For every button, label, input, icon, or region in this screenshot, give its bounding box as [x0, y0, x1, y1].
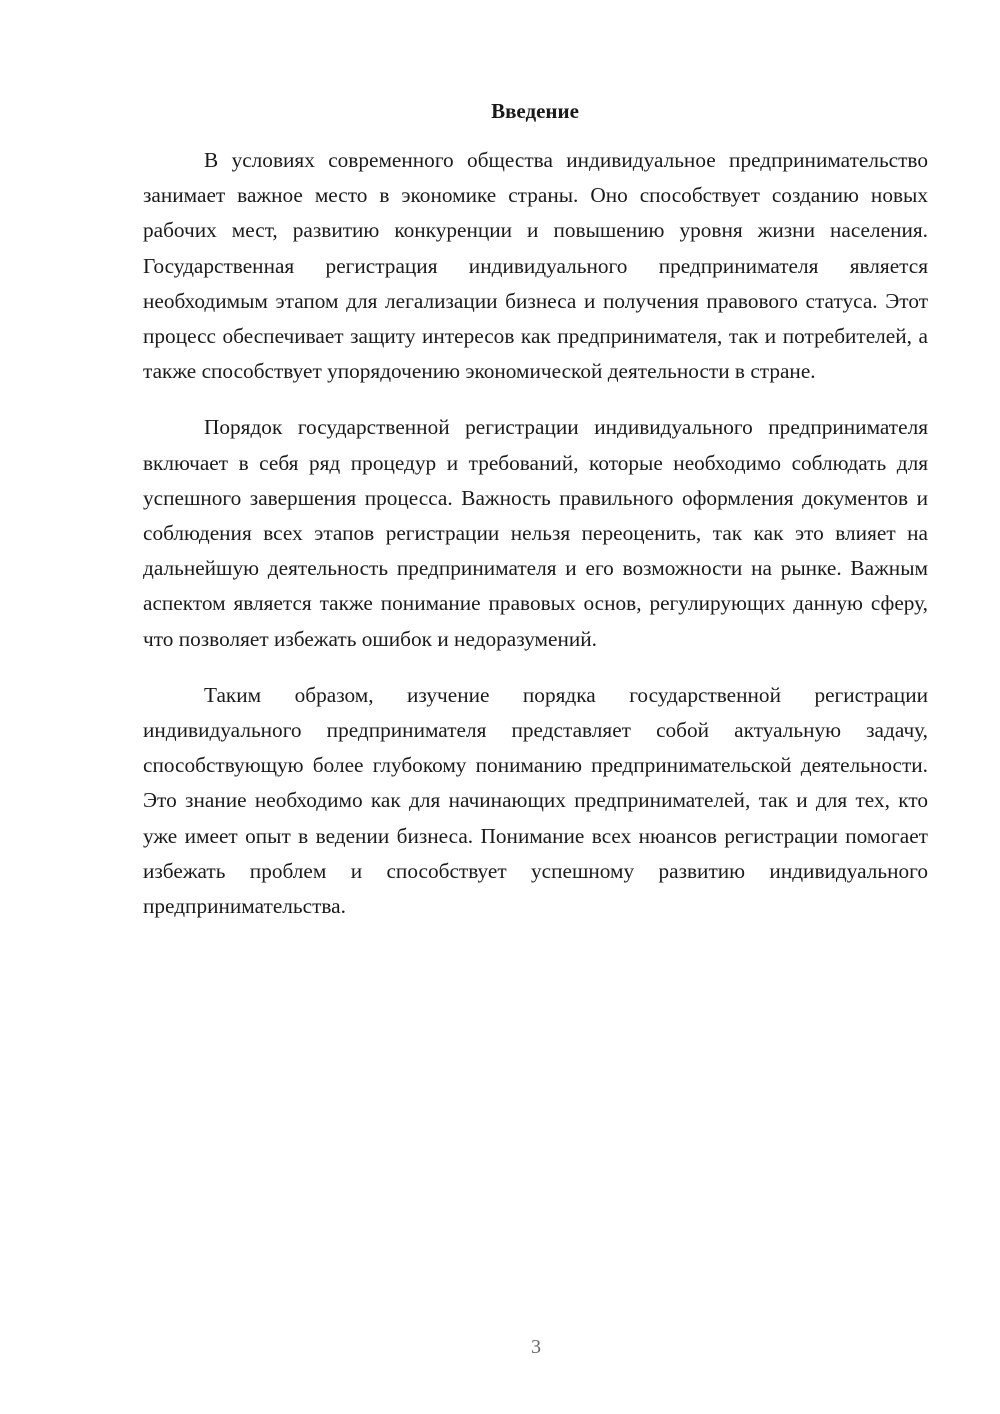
page-number: 3	[531, 1336, 541, 1358]
paragraph-2: Порядок государственной регистрации индивидуального предпринимателя включает в себя ряд процедур и требований, которые необходимо соблюдать для успешного завершения процесса. Важность правильного оформления документов и соблюдения всех этапов регистрации нельзя переоценить, так как это влияет на дальнейшую деятельность предпринимателя и его возможности на рынке. Важным аспектом является также понимание правовых основ, регулирующих данную сферу, что позволяет избежать ошибок и недоразумений.	[143, 415, 928, 651]
document-body	[143, 143, 928, 924]
paragraph-3: Таким образом, изучение порядка государственной регистрации индивидуального предпринимателя представляет собой актуальную задачу, способствующую более глубокому пониманию предпринимательской деятельности. Это знание необходимо как для начинающих предпринимателей, так и для тех, кто уже имеет опыт в ведении бизнеса. Понимание всех нюансов регистрации помогает избежать проблем и способствует успешному развитию индивидуального предпринимательства.	[143, 682, 928, 919]
paragraph-1: В условиях современного общества индивидуальное предпринимательство занимает важное место в экономике страны. Оно способствует созданию новых рабочих мест, развитию конкуренции и повышению уровня жизни населения. Государственная регистрация индивидуального предпринимателя является необходимым этапом для легализации бизнеса и получения правового статуса. Этот процесс обеспечивает защиту интересов как предпринимателя, так и потребителей, а также способствует упорядочению экономической деятельности в стране.	[143, 148, 928, 384]
section-title: Введение	[491, 99, 579, 123]
